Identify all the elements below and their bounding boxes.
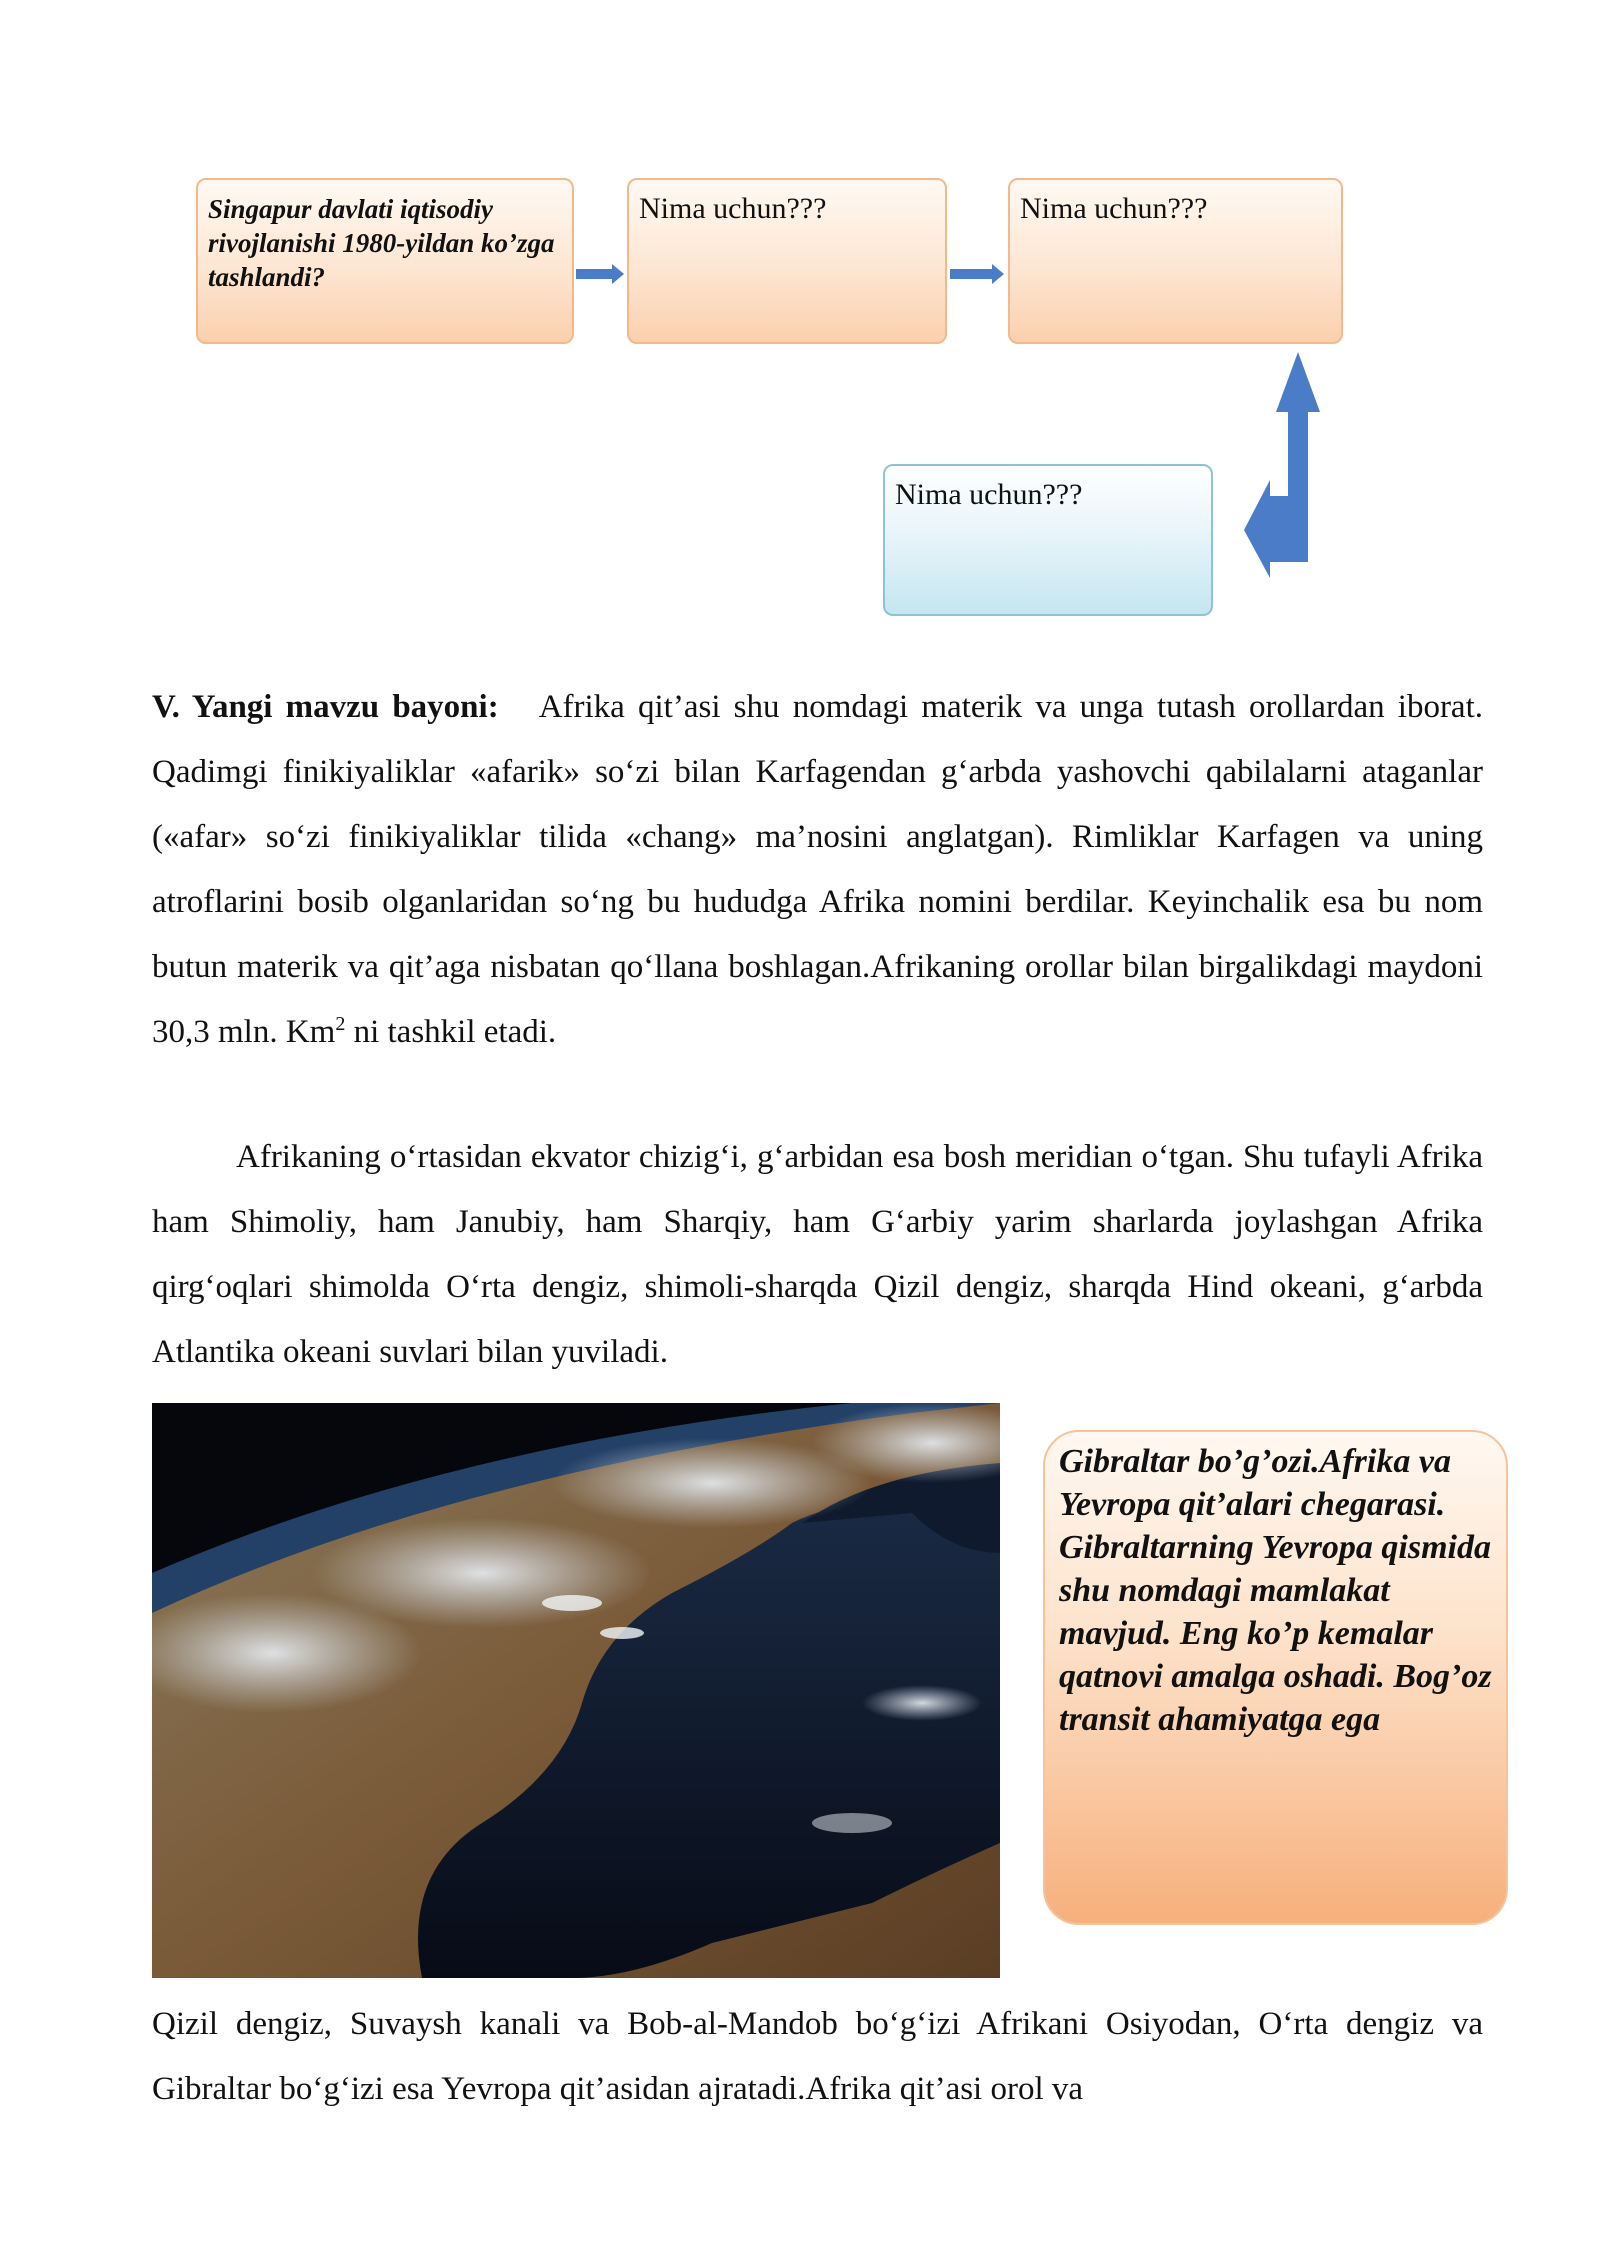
section-heading: V. Yangi mavzu bayoni: — [152, 689, 499, 725]
flowchart-box-nima-2-text: Nima uchun??? — [1020, 192, 1208, 225]
flowchart-box-nima-1 — [627, 178, 947, 344]
flowchart-box-singapur-text: Singapur davlati iqtisodiy rivojlanishi 1980-yildan ko’zga tashlandi? — [208, 194, 555, 292]
paragraph-intro-end: ni tashkil etadi. — [345, 1014, 557, 1050]
superscript-two: 2 — [335, 1013, 346, 1035]
flowchart-box-nima-3-text: Nima uchun??? — [895, 478, 1083, 511]
flowchart-box-nima-3 — [883, 464, 1213, 616]
flowchart-box-singapur — [196, 178, 574, 344]
gibraltar-caption-text: Gibraltar bo’g’ozi.Afrika va Yevropa qit’alari chegarasi. Gibraltarning Yevropa qismida shu nomdagi mamlakat mavjud. Eng ko’p kemalar qatnovi amalga oshadi. Bog’oz transit ahamiyatga ega — [1059, 1443, 1492, 1738]
paragraph-borders — [152, 1992, 1483, 2122]
paragraph-location — [152, 1125, 1483, 1385]
gibraltar-caption-box — [1043, 1430, 1508, 1925]
flowchart-box-nima-1-text: Nima uchun??? — [639, 192, 827, 225]
paragraph-borders-text: Qizil dengiz, Suvaysh kanali va Bob-al-Mandob bo‘g‘izi Afrikani Osiyodan, O‘rta dengiz va Gibraltar bo‘g‘izi esa Yevropa qit’asidan ajratadi.Afrika qit’asi orol va — [152, 2006, 1483, 2107]
paragraph-intro-text: Afrika qit’asi shu nomdagi materik va unga tutash orollardan iborat. Qadimgi finikiyaliklar «afarik» so‘zi bilan Karfagendan g‘arbda yashovchi qabilalarni ataganlar («afar» so‘zi finikiyaliklar tilida «chang» ma’nosini anglatgan). Rimliklar Karfagen va uning atroflarini bosib olganlaridan so‘ng bu hududga Afrika nomini berdilar. Keyinchalik esa bu nom butun materik va qit’aga nisbatan qo‘llana boshlagan.Afrikaning orollar bilan birgalikdagi maydoni 30,3 mln. Km — [152, 689, 1483, 1050]
elbow-up-arrow-icon — [1240, 352, 1320, 580]
paragraph-intro — [152, 675, 1483, 1065]
right-arrow-icon — [950, 262, 1006, 286]
gibraltar-satellite-image — [152, 1403, 1000, 1978]
right-arrow-icon — [576, 262, 626, 286]
flowchart-box-nima-2 — [1008, 178, 1343, 344]
paragraph-location-text: Afrikaning o‘rtasidan ekvator chizig‘i, g‘arbidan esa bosh meridian o‘tgan. Shu tufayli Afrika ham Shimoliy, ham Janubiy, ham Sharqiy, ham G‘arbiy yarim sharlarda joylashgan Afrika qirg‘oqlari shimolda O‘rta dengiz, shimoli-sharqda Qizil dengiz, sharqda Hind okeani, g‘arbda Atlantika okeani suvlari bilan yuviladi. — [152, 1139, 1483, 1370]
